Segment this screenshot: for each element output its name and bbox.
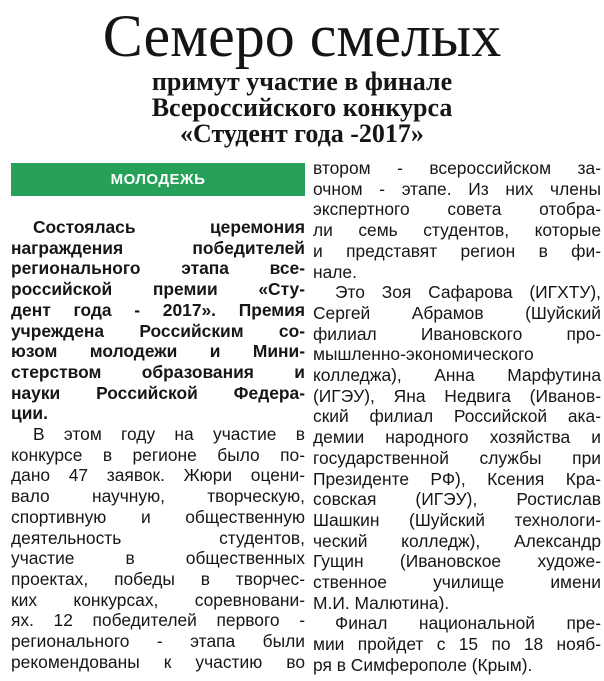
text-line: Финал национальной пре- [335,613,601,634]
text-line: участие в общественных [11,548,305,569]
text-line: ский филиал Российской ака- [313,406,601,427]
headline: Семеро смелых [102,3,502,69]
text-line: совская (ИГЭУ), Ростислав [313,489,601,510]
text-line: мии пройдет с 15 по 18 нояб- [313,634,601,655]
text-line: ких конкурсах, соревновани- [11,589,305,610]
text-line: М.И. Малютина). [313,592,450,613]
text-line: дент года - 2017». Премия [11,299,305,320]
subtitle-line: «Студент года -2017» [180,119,424,148]
text-line: Сергей Абрамов (Шуйский [313,302,601,323]
text-line: демии народного хозяйства и [313,427,601,448]
body-paragraph [313,613,601,675]
text-line: ции. [11,403,48,424]
text-line: Состоялась церемония [33,217,305,237]
left-column [11,217,305,672]
text-line: регионального этапа все- [11,258,305,279]
text-line: экспертного совета отобра- [313,199,601,220]
text-line: российской премии «Сту- [11,279,305,300]
text-line: ческий колледж), Александр [313,530,601,551]
text-line: юзом молодежи и Мини- [11,341,305,362]
text-line: спортивную и общественную [11,506,305,527]
subtitle-line: примут участие в финале [151,67,453,96]
text-line: учреждена Российским со- [11,320,305,341]
text-line: конкурсе в регионе было по- [11,444,305,465]
text-line: Это Зоя Сафарова (ИГХТУ), [335,282,601,303]
lead-paragraph [11,217,305,424]
text-line: дано 47 заявок. Жюри оцени- [11,465,305,486]
subtitle-line: Всероссийского конкурса [151,93,453,122]
text-line: и представят регион в фи- [313,240,601,261]
text-line: мышленно-экономического [313,344,534,365]
right-column [313,158,601,676]
text-line: рекомендованы к участию во [11,651,305,672]
text-line: Гущин (Ивановское художе- [313,551,601,572]
text-line: ственное училище имени [313,572,601,593]
text-line: Президенте РФ), Ксения Кра- [313,468,601,489]
text-line: (ИГЭУ), Яна Недвига (Иванов- [313,385,601,406]
text-line: науки Российской Федера- [11,382,305,403]
text-line: втором - всероссийском за- [313,158,601,178]
body-paragraph [313,158,601,282]
text-line: деятельность студентов, [11,527,305,548]
text-line: регионального - этапа были [11,631,305,652]
text-line: очном - этапе. Из них члены [313,178,601,199]
text-line: государственной службы при [313,447,601,468]
text-line: ях. 12 победителей первого - [11,610,305,631]
subtitle [0,69,604,147]
text-line: вало научную, творческую, [11,486,305,507]
text-line: проектах, победы в творчес- [11,568,305,589]
text-line: филиал Ивановского про- [313,323,601,344]
text-line: ря в Симферополе (Крым). [313,654,533,675]
text-line: ли семь студентов, которые [313,220,601,241]
text-line: стерством образования и [11,361,305,382]
body-paragraph [11,424,305,672]
section-rubric: МОЛОДЕЖЬ [11,163,305,196]
text-line: колледжа), Анна Марфутина [313,365,601,386]
body-paragraph [313,282,601,613]
text-line: В этом году на участие в [33,424,305,445]
text-line: награждения победителей [11,237,305,258]
text-line: Шашкин (Шуйский технологи- [313,509,601,530]
text-line: нале. [313,261,357,282]
